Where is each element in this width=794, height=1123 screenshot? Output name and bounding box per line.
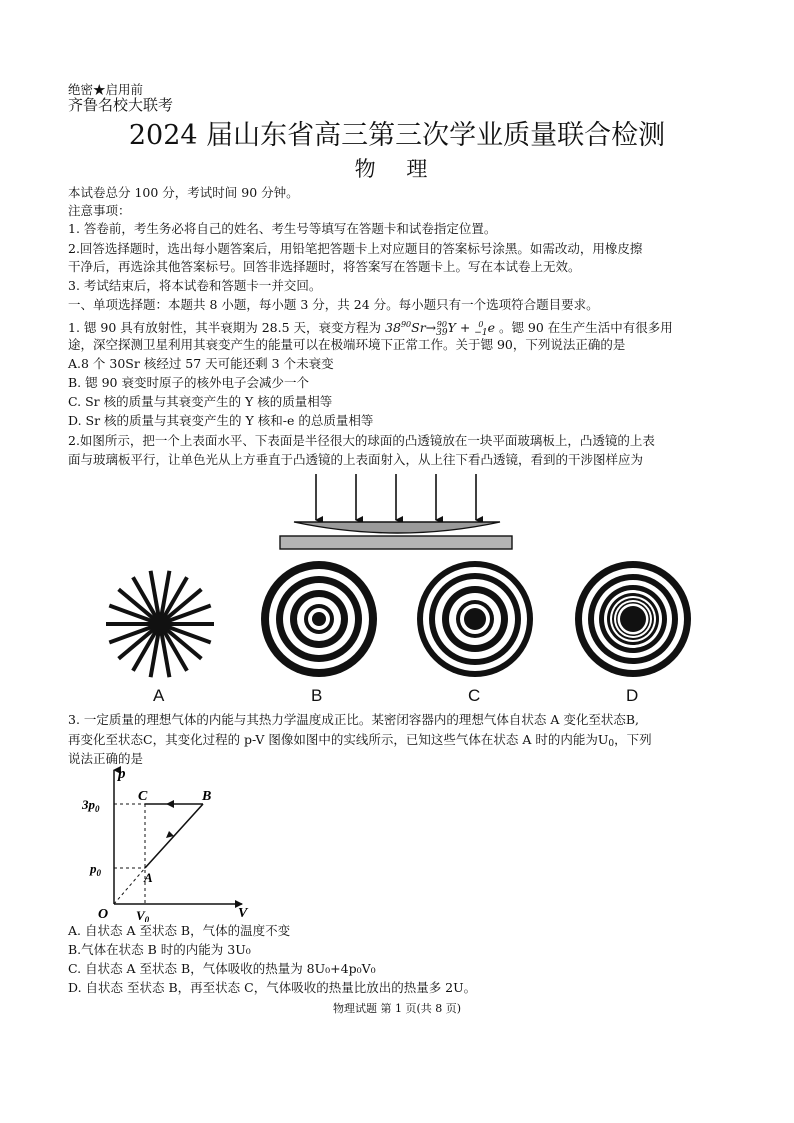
q2-stem-line-2: 面与玻璃板平行，让单色光从上方垂直于凸透镜的上表面射入，从上往下看凸透镜，看到的干涉图样应为	[68, 452, 644, 467]
pattern-label-d: D	[626, 686, 639, 705]
tick-label-p0: $p_0$	[90, 861, 101, 878]
subject-title: 物 理	[354, 157, 440, 181]
q1-option-c: C. Sr 核的质量与其衰变产生的 Y 核的质量相等	[68, 394, 333, 409]
pattern-label-a: A	[153, 686, 165, 705]
pattern-d-rings	[574, 560, 692, 678]
pattern-a-radial	[104, 568, 216, 680]
pattern-label-c: C	[468, 686, 481, 705]
q1-option-b: B. 锶 90 衰变时原子的核外电子会减少一个	[68, 375, 309, 390]
note-3: 3. 考试结束后，将本试卷和答题卡一并交回。	[68, 278, 322, 293]
origin-label: O	[98, 907, 109, 922]
note-1: 1. 答卷前，考生务必将自己的姓名、考生号等填写在答题卡和试卷指定位置。	[68, 221, 497, 236]
q3-option-b: B.气体在状态 B 时的内能为 3U₀	[68, 942, 251, 957]
notes-title: 注意事项：	[68, 203, 131, 218]
q3-option-a: A. 自状态 A 至状态 B，气体的温度不变	[68, 923, 291, 938]
q1-stem-a: 1. 锶 90 具有放射性，其半衰期为 28.5 天，衰变方程为	[68, 320, 382, 335]
page-footer: 物理试题 第 1 页(共 8 页)	[332, 1002, 462, 1015]
note-2a: 2.回答选择题时，选出每小题答案后，用铅笔把答题卡上对应题目的答案标号涂黑。如需改动，用橡皮擦	[68, 241, 643, 256]
point-label-a: A	[144, 870, 153, 885]
lens-diagram	[270, 472, 520, 552]
axis-label-v: V	[238, 906, 248, 921]
q3-stem-line-2: 再变化至状态C，其变化过程的 p-V 图像如图中的实线所示，已知这些气体在状态 A 时的内能为$U_0$，下列	[68, 732, 652, 749]
tick-label-v0: $V_0$	[136, 908, 150, 922]
q1-equation: $38^{90}Sr\to$ 90 39 Y + 0 −1 e	[385, 319, 495, 338]
axis-label-p: p	[118, 766, 126, 782]
point-label-c: C	[138, 789, 148, 804]
tick-label-3p0: $3p_0$	[82, 797, 100, 814]
point-label-b: B	[202, 789, 212, 804]
league-name: 齐鲁名校大联考	[68, 96, 174, 114]
q1-stem-line-2: 途，深空探测卫星利用其衰变产生的能量可以在极端环境下正常工作。关于锶 90，下列说法正确的是	[68, 337, 626, 352]
q2-stem-line-1: 2.如图所示，把一个上表面水平、下表面是半径很大的球面的凸透镜放在一块平面玻璃板上，凸透镜的上表	[68, 433, 655, 448]
pv-graph	[76, 764, 256, 922]
note-2b: 干净后，再选涂其他答案标号。回答非选择题时，将答案写在答题卡上。写在本试卷上无效。	[68, 259, 581, 274]
pattern-c-rings	[416, 560, 534, 678]
q1-option-d: D. Sr 核的质量与其衰变产生的 Y 核和-e 的总质量相等	[68, 413, 374, 428]
q1-stem-b: 。锶 90 在生产生活中有很多用	[498, 320, 673, 335]
page-title: 2024 届山东省高三第三次学业质量联合检测	[128, 120, 666, 151]
q3-stem-line-1: 3. 一定质量的理想气体的内能与其热力学温度成正比。某密闭容器内的理想气体自状态 A 变化至状态B,	[68, 712, 640, 727]
pattern-label-b: B	[311, 686, 323, 705]
section-1-heading: 一、单项选择题：本题共 8 小题，每小题 3 分，共 24 分。每小题只有一个选项符合题目要求。	[68, 297, 599, 312]
score-time-line: 本试卷总分 100 分，考试时间 90 分钟。	[68, 185, 299, 200]
pattern-b-rings	[260, 560, 378, 678]
q3-option-c: C. 自状态 A 至状态 B，气体吸收的热量为 8U₀+4p₀V₀	[68, 961, 376, 976]
confidential-mark: 绝密★启用前	[68, 82, 144, 97]
q3-option-d: D. 自状态 至状态 B，再至状态 C，气体吸收的热量比放出的热量多 2U。	[68, 980, 477, 995]
q1-option-a: A.8 个 30Sr 核经过 57 天可能还剩 3 个未衰变	[68, 356, 334, 371]
q1-stem-line-1	[68, 316, 673, 337]
q3-stem-line-3: 说法正确的是	[68, 751, 144, 766]
